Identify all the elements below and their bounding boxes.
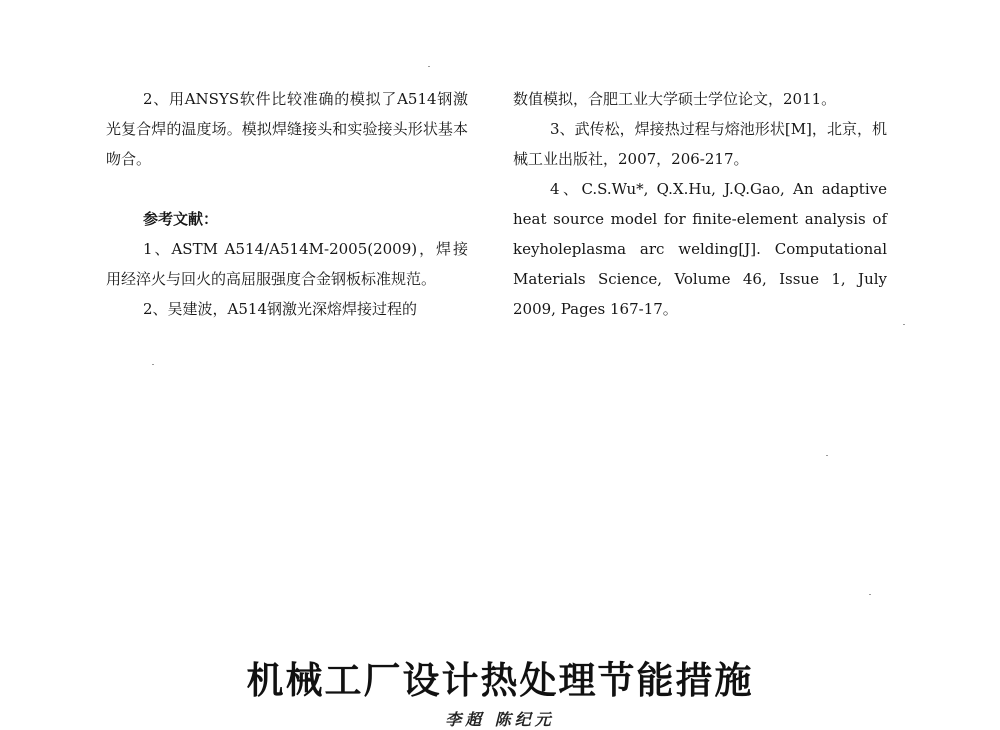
scan-speck — [869, 594, 871, 595]
conclusion-paragraph: 2、用ANSYS软件比较准确的模拟了A514钢激光复合焊的温度场。模拟焊缝接头和实验接头形状基本吻合。 — [106, 90, 468, 168]
left-text-column — [106, 84, 468, 324]
reference-item-1: 1、ASTM A514/A514M-2005(2009)，焊接用经淬火与回火的高屈服强度合金钢板标准规范。 — [106, 240, 468, 288]
scan-speck — [826, 455, 828, 456]
reference-item-3: 3、武传松，焊接热过程与熔池形状[M]，北京，机械工业出版社，2007，206-217。 — [513, 120, 887, 168]
reference-item-2-end: 数值模拟，合肥工业大学硕士学位论文，2011。 — [513, 90, 837, 108]
reference-item-4: 4、C.S.Wu*, Q.X.Hu, J.Q.Gao, An adaptive heat source model for finite-element analysis of keyholeplasma arc welding[J]. Computational Materials Science, Volume 46, Issue 1, July 2009, Pages 167-17。 — [513, 180, 887, 318]
references-heading: 参考文献： — [143, 210, 219, 228]
scan-speck — [152, 364, 154, 365]
scan-speck — [903, 324, 905, 325]
reference-item-2-start: 2、吴建波，A514钢激光深熔焊接过程的 — [143, 300, 418, 318]
next-article-authors: 李超 陈纪元 — [445, 710, 555, 729]
scan-speck — [428, 66, 430, 67]
next-article-title: 机械工厂设计热处理节能措施 — [246, 659, 754, 702]
right-text-column — [513, 84, 887, 324]
